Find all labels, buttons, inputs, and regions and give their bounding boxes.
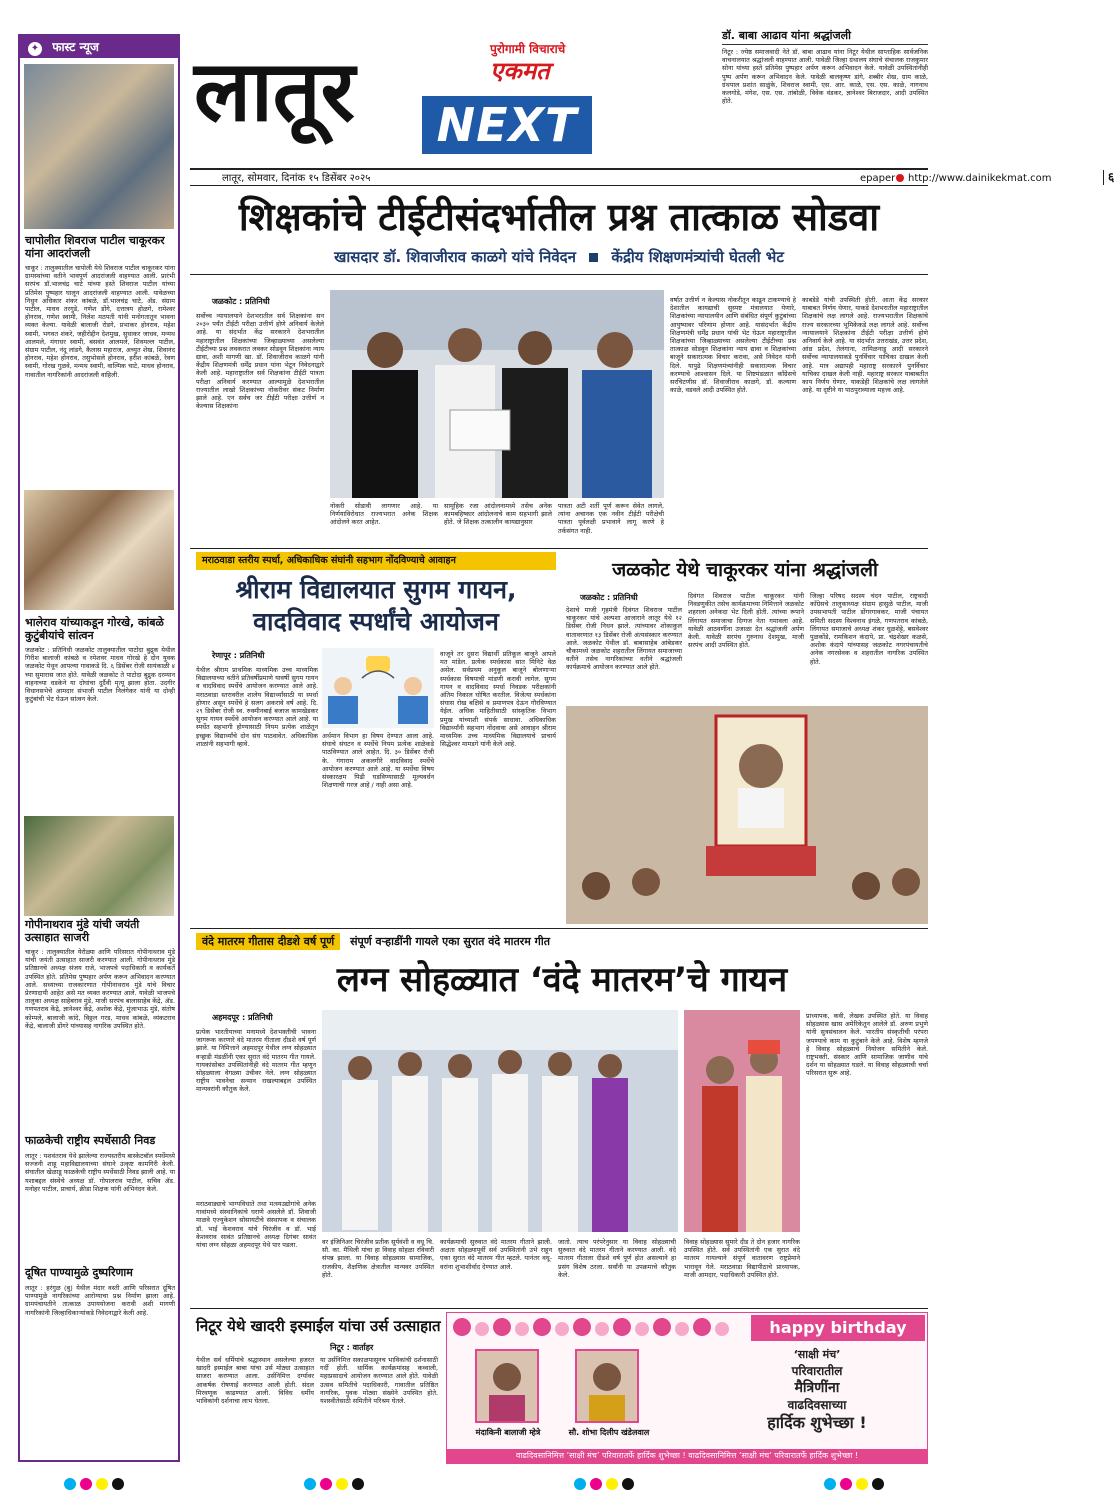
obit-body: निटूर : ज्येष्ठ समाजवादी नेते डॉ. बाबा आढाव यांना निटूर येथील साप्ताहिक सार्वजनिक वाचनालयात श्रद्धांजली वाहण्यात आली. यावेळी जिल्हा ग्रंथालय संघाचे संचालक राजकुमार सोना यांच्या हस्ते प्रतिमेस पुष्पहार अर्पण करून अभिवादन केले. यावेळी उपस्थितांनीही पुष्प अर्पण करून अभिवादन केले. यावेळी बालकृष्ण डांगे, शब्बीर शेख, ग्राम काळे, ग्रंथपाल प्रशांत साळुंके, शिवराज स्वामी, एस. आर. काळे, एस. एस. काळे, नागनाथ कलगोडे, मंगेश, एस. एस. तांबोळी, विवेक वंडकर, ज्ञानेश्वर बिराजदार, आदी उपस्थित होते. (722, 48, 928, 106)
sidebar (18, 34, 180, 1462)
registration-marks (60, 1474, 900, 1494)
birthday-message-1: ‘साक्षी मंच’ (793, 1348, 841, 1361)
divider (190, 548, 928, 549)
person-photo-1 (475, 1349, 539, 1423)
sidebar-story-body: चाकूर : तालुक्यातील चापोली येथे शिवराज पाटील चाकूरकर यांना ग्रामस्थांच्या वतीने भावपूर्ण आदरांजली वाहण्यात आली. प्रारंभी सरपंच डॉ.भालचंद्र चाटे यांच्या हस्ते शिवराज पाटील यांच्या प्रतिमेस पुष्पहार घालून आदरांजली वाहण्यात आली. यावेळच्या निधुन अधिकार शंकर कांबळे, डॉ.भालचंद्र चाटे, ॲड. संग्राम पाटील, माधव तरगुडे, गणेश डोंगे, दत्तात्रय होळगे, रामेश्वर होनराव, गणेश स्वामी, निलेश मठपती यांनी मनोगतातून भावना व्यक्त केल्या. यावेळी बालाजी रोडगे, प्रभाकर होनराव, महेश स्वामी, भगवत शंकरे, जहीरोद्दीन देशमुख, सुधाकर जाधव, मन्मथ आलमले, मंगाधर स्वामी, बसवंत आलमले, शिवमल्ल पाटील, संग्राम पाटील, नंदू लांडगे, कैलास महाराज, अच्युत शेख, शिवानंद होनराव, महेश होनराव, तसुभोसले होनराव, हरीश कांबळे, रेवण स्वामी, गोरख गुळवे, मन्मथ स्वामी, वाल्मिक चाटे, माधव होनराव, गावातील नागरिकांनी आदरांजली वाहिली. (25, 264, 175, 379)
person-photo-2 (575, 1349, 639, 1423)
website-link[interactable]: http://www.dainikekmat.com (908, 173, 1052, 184)
birthday-message-2: परिवारातील (791, 1364, 843, 1378)
wedding-body-6: विवाह सोहळ्यास सुमारे दीड ते दोन हजार नागरिक उपस्थित होते. सर्व उपस्थितांनी एक सुरात वंदे मातरम गायल्याने संपूर्ण वातावरण राष्ट्रप्रेमाने भारावून गेले. मराठवाडा विद्यापीठाचे प्राध्यापक, माजी आमदार, पदाधिकारी उपस्थित होते. (684, 1238, 800, 1279)
lead-body-col3: वर्षात उत्तीर्ण न केल्यास नोकरीतून काढून टाकण्याचे हे देशातील कायद्याची सुस्पष्ट मंत्रालयात येणारे, शिक्षकांच्या न्यायालयीन आणि संबंधित संपूर्ण कुटुंबांच्या आयुष्यावर परिणाम होणार आहे. यासंदर्भात केंद्रीय शिक्षणमंत्री धर्मेंद्र प्रधान यांची भेट घेऊन महाराष्ट्रातील शिक्षकांच्या जिव्हाळ्याच्या असलेल्या टीईटीच्या प्रश्न तात्काळ सोडवून शिक्षकांना न्याय द्यावा व शिक्षकांच्या बाजूने सकारात्मक विचार करावा, असे निवेदन यांनी दिले. यापुढे शिक्षणमंत्र्यांनीही सकारात्मक विचार करण्याचे आश्वासन दिले. या शिष्टमंडळात काँग्रेसचे सरचिटणीस डॉ. शिवाजीराव काळगे, डॉ. कल्याण काळे, वडवले आदी उपस्थित होते. (670, 296, 796, 395)
jalkot-dateline: जळकोट : प्रतिनिधी (580, 593, 638, 602)
masthead-title-next: NEXT (422, 96, 592, 154)
tribute-portrait-illustration (566, 706, 928, 924)
debate-illustration (322, 648, 434, 728)
wedding-kicker-bar (196, 932, 928, 952)
school-kicker (196, 552, 556, 570)
sidebar-photo-2 (24, 490, 174, 610)
brand-name: एकमत (490, 57, 550, 85)
jalkot-photo (566, 706, 928, 924)
wedding-body-5: जातो. त्याच परंपरेनुसार या विवाह सोहळ्याची सुरुवात वंदे मातरम गीताने करण्यात आली. वंदे मातरम गीताला दीडशे वर्ष पूर्ण होत असल्याने हा प्रसंग विशेष ठरला. सर्वांनी या उपक्रमाचे कौतुक केले. (558, 1238, 676, 1279)
lead-subhead-b: केंद्रीय शिक्षणमंत्र्यांची घेतली भेट (611, 248, 784, 266)
jalkot-headline: जळकोट येथे चाकूरकर यांना श्रद्धांजली (612, 559, 878, 581)
wedding-photo-group (322, 1010, 678, 1232)
birthday-title: happy birthday (751, 1315, 925, 1341)
urs-body-2: या उर्सनिमित्त सकाळपासूनच भाविकांची दर्शनासाठी गर्दी होती. धार्मिक कार्यक्रमांसह कव्वाली, महाप्रसादाचे आयोजन करण्यात आले होते. यावेळी उत्सव समितीचे पदाधिकारी, गावातील प्रतिष्ठित नागरिक, युवक मोठ्या संख्येने उपस्थित होते. यशस्वीतेसाठी समितीने परिश्रम घेतले. (320, 1356, 438, 1406)
birthday-ad (446, 1312, 928, 1464)
person-name-1: मंदाकिनी बालाजी म्हेत्रे (475, 1428, 541, 1437)
wedding-body-7: प्राध्यापक, कवी, लेखक उपस्थित होते. या विवाह सोहळ्यास खास अमेरिकेतून आलेले डॉ. अरुण प्रभुणे यांनी सुत्रसंचालन केले. भारतीय संस्कृतीची परंपरा जपण्याचे काम या कुटुंबाने केले आहे. विशेष म्हणजे हे विवाह सोहळ्याचे नियोजन समितीने केले. राष्ट्रभक्ती, संस्कार आणि सामाजिक जाणीव यांचे दर्शन या सोहळ्यात घडले. या विवाह सोहळ्याची चर्चा परिसरात सुरू आहे. (806, 1012, 928, 1078)
lead-headline: शिक्षकांचे टीईटीसंदर्भातील प्रश्न तात्काळ सोडवा (238, 195, 880, 239)
jalkot-body-1: देशाचे माजी गृहमंत्री दिवंगत शिवराज पाटील चाकूरकर यांचे अल्पशा आजाराने लातूर येथे १२ डिसेंबर रोजी निधन झाले. त्यांच्यावर शोकाकुल वातावरणात १३ डिसेंबर रोजी अंत्यसंस्कार करण्यात आले. जळकोट येथील डॉ. बाबासाहेब आंबेडकर चौकामध्ये जळकोट शहरातील लिंगायत समाजाच्या वतीने तसेच नागरिकांच्या वतीने श्रद्धांजली कार्यक्रमाचे आयोजन करण्यात आले होते. (566, 606, 682, 672)
lead-subhead (190, 246, 928, 268)
birthday-message-5: हार्दिक शुभेच्छा ! (767, 1413, 867, 1432)
brand-tagline: पुरोगामी विचाराचे (490, 42, 566, 56)
sidebar-photo-3 (24, 816, 174, 916)
school-body-3: वाजूने तर दुसरा विद्यार्थी प्रतिकूल बाजूने आपले मत मांडेल. प्रत्येक स्पर्धकास सात मिनिटे वेळ असेल. सर्वप्रथम अनुकूल बाजूने बोलणाऱ्या स्पर्धकास विषयाची मांडणी करावी लागेल. सुगम गायन व वादविवाद स्पर्धा निवडक परीक्षकांनी अंतिम निकाल घोषित करतील. विजेत्या स्पर्धकांना संघास रोख बक्षिसे व प्रमाणपत्र देऊन गौरविण्यात येईल. अधिक माहितीसाठी सांस्कृतिक विभाग प्रमुख यांच्याशी संपर्क साधावा. अधिकाधिक विद्यार्थ्यांनी सहभाग नोंदवावा असे आवाहन श्रीराम माध्यमिक उच्च माध्यमिक विद्यालयाचे प्राचार्य सिद्धेश्वर मामडगे यांनी केले आहे. (440, 650, 556, 749)
wedding-kicker: वंदे मातरम गीतास दीडशे वर्ष पूर्ण (196, 933, 340, 950)
dateline-text: लातूर, सोमवार, दिनांक १५ डिसेंबर २०२५ (222, 173, 371, 184)
lead-body-bottom-2: सामूहिक रजा आंदोलनामध्ये तसेच अनेक कामबहिष्कार आंदोलनाचे काम सहभागी झाले होते. जे शिक्षक तत्कालीन कायद्यानुसार (444, 502, 552, 527)
wedding-group-illustration (322, 1010, 678, 1232)
school-body-1: येथील श्रीराम प्राथमिक माध्यमिक उच्च माध्यमिक विद्यालयाच्या वतीने प्रतिवर्षीप्रमाणे यावर्षी सुगम गायन व वादविवाद स्पर्धेचे आयोजन करण्यात आले आहे. मराठवाडा स्तरावरील शालेय विद्यार्थ्यांसाठी या स्पर्धा होणार असून स्पर्धेचे हे सलग अकरावे वर्ष आहे. दि. २९ डिसेंबर रोजी स्व. रुक्मीनबाई बजाज कामखेडकर सुगम गायन स्पर्धेचे आयोजन करण्यात आले आहे. या स्पर्धेत सहभागी होण्यासाठी नियम प्रत्येक शाळेतून इच्छुक विद्यार्थ्यांचे दोन संघ पाठवावेत. अधिकाधिक शाळांनी सहभागी व्हावे. (196, 666, 318, 748)
globe-icon (896, 174, 904, 182)
sidebar-story-title: दूषित पाण्यामुळे दुष्परिणाम (25, 1266, 133, 1279)
square-bullet-icon (589, 253, 598, 262)
divider (190, 274, 928, 275)
wedding-body-3: वर इंजिनिअर चिरंजीव प्रतीक सूर्यवंशी व वधू चि. सौ. का. मैथिली यांचा हा विवाह सोहळा रविवारी संपन्न झाला. या विवाह सोहळ्यास सामाजिक, राजकीय, शैक्षणिक क्षेत्रातील मान्यवर उपस्थित होते. (322, 1238, 434, 1279)
masthead (190, 34, 715, 164)
divider (190, 1308, 928, 1309)
masthead-title-latur: लातूर (194, 42, 355, 140)
tulip-icon (447, 1313, 747, 1343)
wedding-dateline: अहमदपूर : प्रतिनिधी (212, 1013, 273, 1022)
lead-subhead-a: खासदार डॉ. शिवाजीराव काळगे यांचे निवेदन (334, 248, 576, 266)
wedding-kicker-2: संपूर्ण वऱ्हाडींनी गायले एका सुरात वंदे मातरम गीत (350, 935, 550, 948)
school-headline-1: श्रीराम विद्यालयात सुगम गायन, (235, 575, 517, 604)
obit-title: डॉ. बाबा आढाव यांना श्रद्धांजली (722, 28, 928, 45)
lead-body-bottom-3: पात्रता अटी शर्ती पूर्ण करून सेवेत लागले, त्यांना अचानक एक नवीन टीईटी परीक्षेची पात्रता पूर्वलक्षी प्रभावाने लागू करणे हे तर्कसंगत नाही. (558, 502, 664, 535)
wedding-body-1: प्रत्येक भारतीयाच्या मनामध्ये देशभक्तीची भावना जागरूक करणारे वंदे मातरम गीताला दीडशे वर्ष पूर्ण झाले. या निमित्ताने अहमदपूर येथील लग्न सोहळ्यात वऱ्हाडी मंडळींनी एका सुरात वंदे मातरम गीत गायले. गायकांसोबत उपस्थितांनीही वंदे मातरम गीत म्हणून सोहळ्याला वेगळ्या उंचीवर नेले. लग्न सोहळ्यात राष्ट्रीय भावनेचा सन्मान राखल्याबद्दल उपस्थित मान्यवरांनी कौतुक केले. (196, 1028, 316, 1094)
registration-dots (60, 1474, 900, 1494)
sidebar-story-title: फाळकेची राष्ट्रीय स्पर्धेसाठी निवड (25, 1134, 156, 1147)
lead-dateline: जळकोट : प्रतिनिधी (212, 297, 270, 306)
avatar (577, 1351, 637, 1421)
birthday-message-3: मैत्रिणींना (794, 1380, 840, 1396)
sidebar-header-label: फास्ट न्यूज (52, 40, 99, 54)
flowers-strip (447, 1313, 747, 1343)
sidebar-story-body: जळकोट : प्रतिनिधी जळकोट तालुक्यातील पाटोदा बुद्रुक येथील गिरीश बालाजी कांबळे व रमेशवर माधव गोरखे हे दोन युवक जळकोट येथून आपल्या गावाकडे दि. ६ डिसेंबर रोजी सायंकाळी ४ च्या सुमारास जात होते. यावेळी जळकोट ते पाटोदा बुद्रुक दरम्यान वाहनाच्या धडकेने या दोघांचा दुर्दैवी मृत्यू झाला होता. उदगीर विधानसभेचे आमदार संभाजी पाटील निलंगेकर यांनी या दोन्ही कुटुंबांची भेट घेऊन सांत्वन केले. (25, 646, 175, 704)
bride-groom-illustration (684, 1010, 800, 1232)
school-kicker-text: मराठवाडा स्तरीय स्पर्धा, अधिकाधिक संघांनी सहभाग नोंदविण्याचे आवाहन (202, 555, 456, 566)
sidebar-story-body: चाकूर : तालुक्यातील येरोळ्या आणि परिसरात गोपीनाथराव मुंडे यांची जयंती उत्साहात साजरी करण्यात आली. गोपीनाथराव मुंडे प्रतिष्ठानचे अध्यक्ष संजय राजे, भाजपचे पदाधिकारी व कार्यकर्ते उपस्थित होते. प्रतिमेस पुष्पहार अर्पण करून अभिवादन करण्यात आले. सध्याच्या राजकारणात गोपीनाथराव मुंडे यांचे विचार प्रेरणादायी आहेत असे मत व्यक्त करण्यात आले. यावेळी भाजपचे तालुका अध्यक्ष साहेबराव मुंडे, माजी सरपंच बालासाहेब केंद्रे, ॲड. गणपतराव केंद्रे, ज्ञानेश्वर केंद्रे, अशोक केंद्रे, मुंजाभाऊ मुंडे, संतोष कोम्पले, बालाजी कांदे, विठ्ठल गरड, माधव कांबळे, व्यंकटराव केंद्रे, बालाजी डोंगरे यांच्यासह नागरिक उपस्थित होते. (25, 948, 175, 1030)
jalkot-body-2: दिवंगत शिवराज पाटील चाकूरकर यांनी निवडणुकीत तसेच कार्यक्रमाच्या निमित्ताने जळकोट शहराला अनेकदा भेट दिली होती. त्यांच्या रूपाने लिंगायत समाजाचा दिग्गज नेता गमावला आहे. यावेळी आठवणींना उजाळा देत श्रद्धांजली अर्पण केली. यावेळी सरपंच गुरुनाथ देशमुख, माजी सरपंच आदी उपस्थित होते. (688, 592, 804, 650)
lead-body-left: सर्वोच्च न्यायालयाने देशभरातील सर्व शिक्षकांना सन २०३० पर्यंत टीईटी परीक्षा उत्तीर्ण होणे अनिवार्य केलेले आहे. या संदर्भात केंद्र सरकारने देशभरातील महाराष्ट्रातील शिक्षकांच्या जिव्हाळ्याच्या असलेल्या टीईटीच्या प्रश्न लवकरात लवकर सोडवून शिक्षकांना न्याय द्यावा, अशी मागणी खा. डॉ. शिवाजीराव काळगे यांनी केंद्रीय शिक्षणमंत्री धर्मेंद्र प्रधान यांना भेटून निवेदनाद्वारे केली आहे. महाराष्ट्रातील सर्व शिक्षकांना टीईटी पात्रता परीक्षा अनिवार्य करण्यात आल्यामुळे देशभरातील राज्यातील लाखो शिक्षकांच्या नोकरीवर संकट निर्माण झाले आहे. एन सर्वच जर टीईटी परीक्षा उत्तीर्ण न केल्यास शिक्षकांना (196, 312, 324, 411)
debate-icon (322, 648, 434, 728)
dateline-strip (190, 168, 1114, 186)
school-dateline: रेणापूर : प्रतिनिधी (212, 651, 265, 660)
obit-box (722, 28, 928, 164)
urs-dateline: निटूर : वार्ताहर (330, 1343, 374, 1352)
epaper-label: epaper (860, 173, 896, 184)
birthday-message (717, 1347, 917, 1433)
people-group-illustration (330, 290, 664, 498)
wedding-headline: लग्न सोहळ्यात ‘वंदे मातरम’चे गायन (336, 960, 788, 1000)
urs-headline: निटूर येथे खादरी इस्माईल यांचा उर्स उत्साहात (196, 1317, 441, 1335)
school-body-2: अर्थमान विभाग हा विषय देण्यात आला आहे. संघाचे संघटन व स्पर्धेचे नियम प्रत्येक शाळेकडे पाठविण्यात आले आहेत. दि. ३० डिसेंबर रोजी के. गंगाराम अकलगीरे वादविवाद स्पर्धेचे आयोजन करण्यात आले आहे. या स्पर्धेचा विषय संस्कारक्षम पिढी घडविण्यासाठी मूल्यवर्धन शिक्षणाची गरज आहे / नाही असा आहे. (322, 732, 434, 790)
wedding-body-4: कार्यक्रमाची सुरुवात वंदे मातरम गीताने झाली. अक्षता सोहळ्यापूर्वी सर्व उपस्थितांनी उभे राहून एका सुरात वंदे मातरम गीत म्हटले. यानंतर वधू-वरांना शुभाशीर्वाद देण्यात आले. (440, 1238, 552, 1271)
urs-body-1: येथील सर्व धर्मियांचे श्रद्धास्थान असलेल्या हजरत खादरी इस्माईल बाबा यांचा उर्स मोठ्या उत्साहात साजरा करण्यात आला. उर्सनिमित्त दर्ग्यावर आकर्षक रोषणाई करण्यात आली होती. संदल मिरवणूक काढण्यात आली. विविध धर्मीय भाविकांनी दर्शनाचा लाभ घेतला. (196, 1356, 314, 1406)
wedding-photo-couple (684, 1010, 800, 1232)
jalkot-body-3: जिल्हा परिषद सदस्य चंदन पाटील, राष्ट्रवादी काँग्रेसचे तालुकाध्यक्ष संग्राम हासुळे पाटील, माजी उपसभापती पाटील डोंगरगावकर, माजी पंचायत समिती सदस्य विश्वनाथ इंगळे, गणपतराव कांबळे, लिंगायत समाजाचे अध्यक्ष शंकर धुळशेट्टे, बसवेश्वर पुळकोंडे, रामकिशन कंदापे, प्रा. चंद्रशेखर कळसे, अशोक कंदापे यांच्यासह जळकोट नगरपंचायतीचे अनेक नगरसेवक व शहरातील नागरिक उपस्थित होते. (810, 592, 928, 666)
birthday-message-4: वाढदिवसाच्या (787, 1398, 847, 1412)
sidebar-story-title: गोपीनाथराव मुंडे यांची जयंती उत्साहात साजरी (25, 918, 140, 944)
person-name-2: सौ. शोभा दिलीप खंडेलवाल (568, 1428, 650, 1437)
school-headline-2: वादविवाद स्पर्धांचे आयोजन (253, 607, 499, 636)
avatar (477, 1351, 537, 1421)
sidebar-story-title: भालेराव यांच्याकडून गोरखे, कांबळे कुटुंबीयांचे सांत्वन (25, 616, 164, 642)
sidebar-story-body: लातूर : हरंगुळ (बु) येथील मंदार वस्ती आणि परिसरात दूषित पाण्यामुळे नागरिकांच्या आरोग्याचा प्रश्न निर्माण झाला आहे. ग्रामपंचायतीने तात्काळ उपाययोजना करावी अशी मागणी नागरिकांनी जिल्हाधिकाऱ्यांकडे निवेदनाद्वारे केली आहे. (25, 1284, 175, 1317)
lead-body-bottom-1: नोकरी सोडावी लागणार आहे. या निर्णयाविरोधात राज्यभरात अनेक शिक्षक आंदोलने करत आहेत. (330, 502, 438, 527)
birthday-ticker: वाढदिवसानिमित्त ‘साक्षी मंच’ परिवारातर्फे हार्दिक शुभेच्छा ! वाढदिवसानिमित्त ‘साक्षी मंच’ परिवारातर्फे हार्दिक शुभेच्छा ! (447, 1449, 927, 1463)
sidebar-story-title: चापोलीत शिवराज पाटील चाकूरकर यांना आदरांजली (25, 234, 165, 260)
sidebar-story-body: लातूर : यशवंतराव येथे झालेल्या राज्यस्तरीय बास्केटबॉल स्पर्धेमध्ये सज्जनी शाहू महाविद्यालयाच्या संघाने उत्कृष्ट कामगिरी केली. संघातील खेळाडू फाळकेची राष्ट्रीय स्पर्धेसाठी निवड झाली आहे. या यशाबद्दल संस्थेचे अध्यक्ष डॉ. गोपालराव पाटील, सचिव ॲड. मनोहर पाटील, प्राचार्य, क्रीडा शिक्षक यांनी अभिनंदन केले. (25, 1152, 175, 1193)
divider (190, 928, 928, 929)
page-number: ६ (1103, 170, 1114, 185)
sidebar-header (20, 36, 178, 58)
fast-news-icon: ✦ (28, 42, 42, 56)
wedding-body-2: मराठवाड्याचे भाग्यविधाते तथा मत्स्यउद्योगांचे अनेक गावांमध्ये संस्थानिकांचे घराणे असलेले डॉ. शिवाजी माळवे एज्युकेशन सोसायटीचे संस्थापक व संचालक डॉ. भाई केशवराव यांचे चिरंजीव व डॉ. भाई केशवराव सावंत प्रतिष्ठानचे अध्यक्ष दिगंबर सावंत यांचा लग्न सोहळा अहमदपूर येथे पार पडला. (196, 1200, 316, 1250)
lead-photo (330, 290, 664, 498)
lead-body-col4: काबडेडे यांची उपस्थिती होती. आता केंद्र सरकार याबाबत निर्णय घेणार, याकडे देशभरातील महाराष्ट्रातील शिक्षकांचे लक्ष लागले आहे. राज्यभरातील शिक्षकांचे राज्य सरकारच्या भूमिकेकडे लक्ष लागले आहे. सर्वोच्च न्यायालयाने शिक्षकांना टीईटी परीक्षा उत्तीर्ण होणे अनिवार्य केले आहे. या संदर्भात उत्तराखंड, उत्तर प्रदेश, आंध्र प्रदेश, तेलंगाना, तामिळनाडू आदी सरकारने सर्वोच्च न्यायालयाकडे पुनर्विचार याचिका दाखल केली आहे. मात्र अद्यापही महाराष्ट्र सरकारने पुनर्विचार याचिका दाखल केली नाही. महाराष्ट्र सरकार याबाबतीत काय निर्णय घेणार, याकडेही शिक्षकांचे लक्ष लागलेले आहे. या दृष्टीने या पाठपुराव्याला महत्त्व आहे. (802, 296, 928, 395)
sidebar-photo-1 (24, 64, 174, 229)
